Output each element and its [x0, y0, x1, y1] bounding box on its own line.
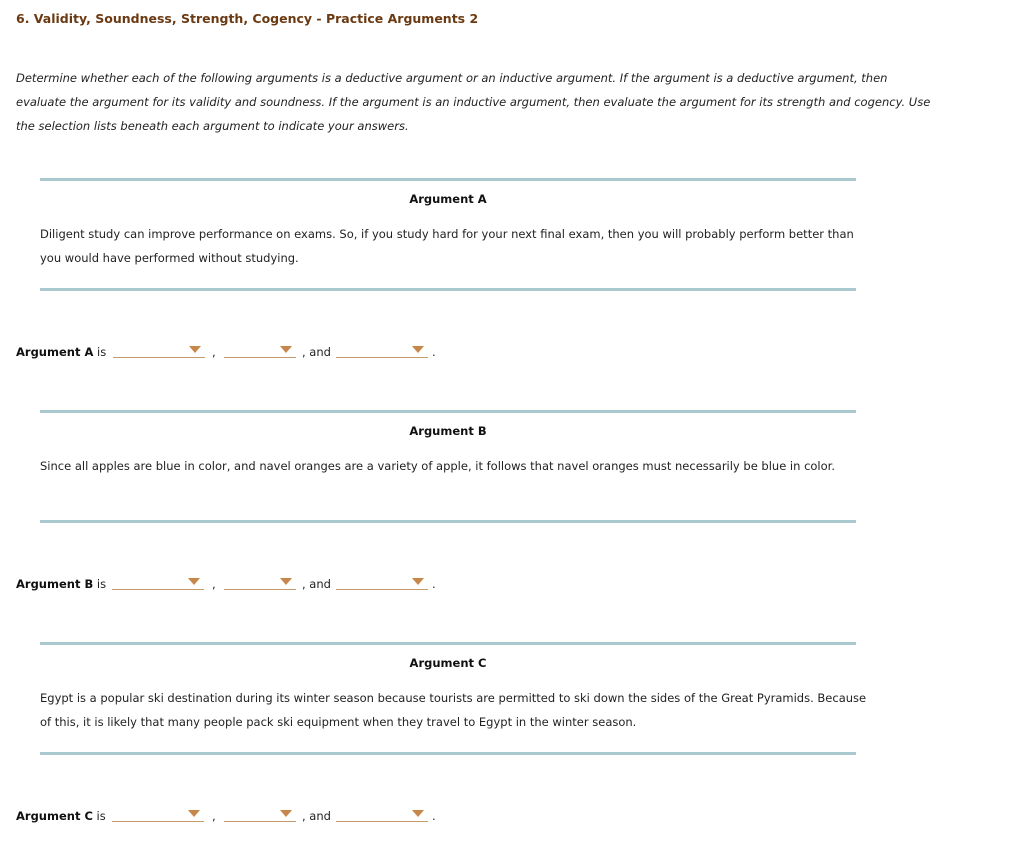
argument-c-evaluation-1-select[interactable]: [224, 807, 296, 822]
instructions: Determine whether each of the following arguments is a deductive argument or an inductive argument. If the argument is a deductive argument, then evaluate the argument for its validity and soundness. If the argument is an inductive argument, then evaluate the argument for its strength and cogency. Use the selection lists beneath each argument to indicate your answers.: [16, 71, 931, 133]
argument-a-evaluation-1-select[interactable]: [224, 343, 296, 358]
argument-b-type-select[interactable]: [112, 575, 204, 590]
argument-b-answer-label: Argument B is: [16, 577, 107, 591]
dropdown-arrow-icon[interactable]: [412, 578, 424, 585]
argument-a-answer-label: Argument A is: [16, 345, 107, 359]
dropdown-arrow-icon[interactable]: [280, 810, 292, 817]
argument-b-evaluation-1-select[interactable]: [224, 575, 296, 590]
period-separator: .: [432, 809, 436, 823]
dropdown-arrow-icon[interactable]: [189, 346, 201, 353]
argument-c-answer-label: Argument C is: [16, 809, 106, 823]
argument-c-evaluation-2-select[interactable]: [336, 807, 428, 822]
divider: [40, 288, 856, 291]
divider: [40, 642, 856, 645]
dropdown-arrow-icon[interactable]: [280, 346, 292, 353]
comma-separator: ,: [212, 809, 216, 823]
dropdown-arrow-icon[interactable]: [280, 578, 292, 585]
and-separator: , and: [302, 809, 331, 823]
argument-b-evaluation-2-select[interactable]: [336, 575, 428, 590]
dropdown-arrow-icon[interactable]: [412, 810, 424, 817]
divider: [40, 178, 856, 181]
period-separator: .: [432, 345, 436, 359]
comma-separator: ,: [212, 577, 216, 591]
argument-b-heading: Argument B: [409, 424, 487, 438]
argument-c-type-select[interactable]: [112, 807, 204, 822]
argument-a-text: Diligent study can improve performance on exams. So, if you study hard for your next final exam, then you will probably perform better than you would have performed without studying.: [40, 227, 854, 265]
dropdown-arrow-icon[interactable]: [188, 578, 200, 585]
period-separator: .: [432, 577, 436, 591]
and-separator: , and: [302, 345, 331, 359]
dropdown-arrow-icon[interactable]: [412, 346, 424, 353]
argument-c-text: Egypt is a popular ski destination during its winter season because tourists are permitted to ski down the sides of the Great Pyramids. Because of this, it is likely that many people pack ski equipment when they travel to Egypt in the winter season.: [40, 691, 867, 729]
argument-a-heading: Argument A: [409, 192, 487, 206]
comma-separator: ,: [212, 345, 216, 359]
argument-b-text: Since all apples are blue in color, and navel oranges are a variety of apple, it follows that navel oranges must necessarily be blue in color.: [40, 459, 835, 473]
argument-a-type-select[interactable]: [113, 343, 205, 358]
divider: [40, 520, 856, 523]
argument-c-heading: Argument C: [409, 656, 487, 670]
dropdown-arrow-icon[interactable]: [188, 810, 200, 817]
argument-a-evaluation-2-select[interactable]: [336, 343, 428, 358]
divider: [40, 752, 856, 755]
divider: [40, 410, 856, 413]
page-title: 6. Validity, Soundness, Strength, Cogency - Practice Arguments 2: [16, 11, 479, 26]
and-separator: , and: [302, 577, 331, 591]
